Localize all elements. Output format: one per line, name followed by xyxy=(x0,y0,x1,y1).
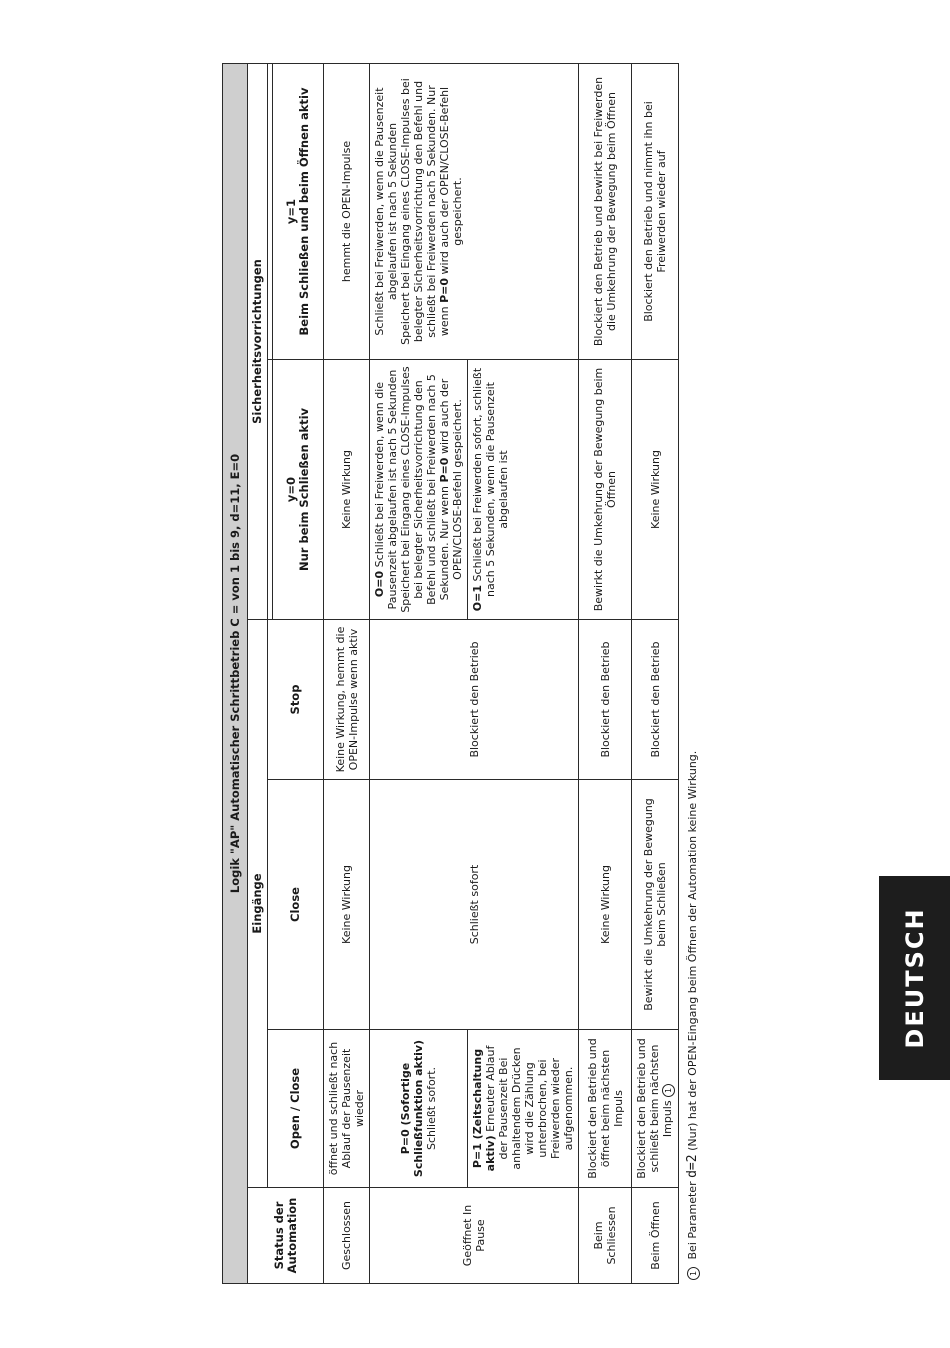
cell-stop: Blockiert den Betrieb xyxy=(632,620,679,780)
cell-y1: Blockiert den Betrieb und bewirkt bei Freiwerden die Umkehrung der Bewegung beim Öffnen xyxy=(579,64,632,360)
status-pause: Geöffnet In Pause xyxy=(370,1188,579,1284)
footnote-marker: 1 xyxy=(662,1084,675,1097)
cell-y0-o0: O=0 Schließt bei Freiwerden, wenn die Pausenzeit abgelaufen ist nach 5 Sekunden Speichert bei Eingang eines CLOSE-Impulses bei belegter Sicherheitsvorrichtung den Befehl und schließt bei Freiwerden nach 5 Sekunden. Nur wenn P=0 wird auch der OPEN/CLOSE-Befehl gespeichert. xyxy=(370,360,468,620)
cell-y1-pause: Schließt bei Freiwerden, wenn die Pausenzeit abgelaufen ist nach 5 Sekunden Speichert bei Eingang eines CLOSE-Impulses bei belegter Sicherheitsvorrichtung den Befehl und schließt bei Freiwerden nach 5 Sekunden. Nur wenn P=0 wird auch der OPEN/CLOSE-Befehl gespeichert. xyxy=(370,64,579,360)
cell-y1: Blockiert den Betrieb und nimmt ihn bei Freiwerden wieder auf xyxy=(632,64,679,360)
header-y1: y=1 Beim Schließen und beim Öffnen aktiv xyxy=(273,64,324,360)
cell-open-close: öffnet und schließt nach Ablauf der Pausenzeit wieder xyxy=(324,1030,370,1188)
header-y0: y=0 Nur beim Schließen aktiv xyxy=(273,360,324,620)
cell-y0: Bewirkt die Umkehrung der Bewegung beim Öffnen xyxy=(579,360,632,620)
language-tab xyxy=(879,876,950,1080)
header-close: Close xyxy=(268,780,324,1030)
cell-y1: hemmt die OPEN-Impulse xyxy=(324,64,370,360)
cell-stop: Blockiert den Betrieb xyxy=(370,620,579,780)
logic-table xyxy=(222,63,679,1284)
status-schliessen: Beim Schliessen xyxy=(579,1188,632,1284)
cell-open-close: Blockiert den Betrieb und öffnet beim nächsten Impuls xyxy=(579,1030,632,1188)
cell-close: Bewirkt die Umkehrung der Bewegung beim Schließen xyxy=(632,780,679,1030)
footnote: 1 Bei Parameter d=2 (Nur) hat der OPEN-Eingang beim Öffnen der Automation keine Wirkung. xyxy=(685,64,700,1284)
cell-open-close-p0: P=0 (Sofortige Schließfunktion aktiv) Schließt sofort. xyxy=(370,1030,468,1188)
table-row xyxy=(632,64,679,1284)
table-title: Logik "AP" Automatischer Schrittbetrieb C = von 1 bis 9, d=11, E=0 xyxy=(223,64,248,1284)
table-row xyxy=(579,64,632,1284)
cell-y0: Keine Wirkung xyxy=(632,360,679,620)
footnote-number: 1 xyxy=(687,1267,700,1280)
cell-y0: Keine Wirkung xyxy=(324,360,370,620)
cell-close: Keine Wirkung xyxy=(579,780,632,1030)
cell-open-close-p1: P=1 (Zeitschaltung aktiv) Erneuter Ablauf der Pausenzeit Bei anhaltendem Drücken wird die Zählung unterbrochen, bei Freiwerden wieder aufgenommen. xyxy=(468,1030,579,1188)
header-stop: Stop xyxy=(268,620,324,780)
header-status: Status der Automation xyxy=(248,1188,324,1284)
table-row xyxy=(370,64,468,1284)
header-inputs: Eingänge xyxy=(248,620,268,1188)
cell-close: Keine Wirkung xyxy=(324,780,370,1030)
cell-stop: Blockiert den Betrieb xyxy=(579,620,632,780)
cell-stop: Keine Wirkung, hemmt die OPEN-Impulse wenn aktiv xyxy=(324,620,370,780)
header-safety: Sicherheitsvorrichtungen xyxy=(248,64,268,620)
status-oeffnen: Beim Öffnen xyxy=(632,1188,679,1284)
cell-close: Schließt sofort xyxy=(370,780,579,1030)
cell-open-close: Blockiert den Betrieb und schließt beim nächsten Impuls 1 xyxy=(632,1030,679,1188)
language-label: DEUTSCH xyxy=(900,907,929,1049)
status-geschlossen: Geschlossen xyxy=(324,1188,370,1284)
table-row xyxy=(324,64,370,1284)
parameter-code: d=2 xyxy=(685,1154,700,1178)
cell-y0-o1: O=1 Schließt bei Freiwerden sofort, schließt nach 5 Sekunden, wenn die Pausenzeit abgelaufen ist xyxy=(468,360,579,620)
header-open-close: Open / Close xyxy=(268,1030,324,1188)
